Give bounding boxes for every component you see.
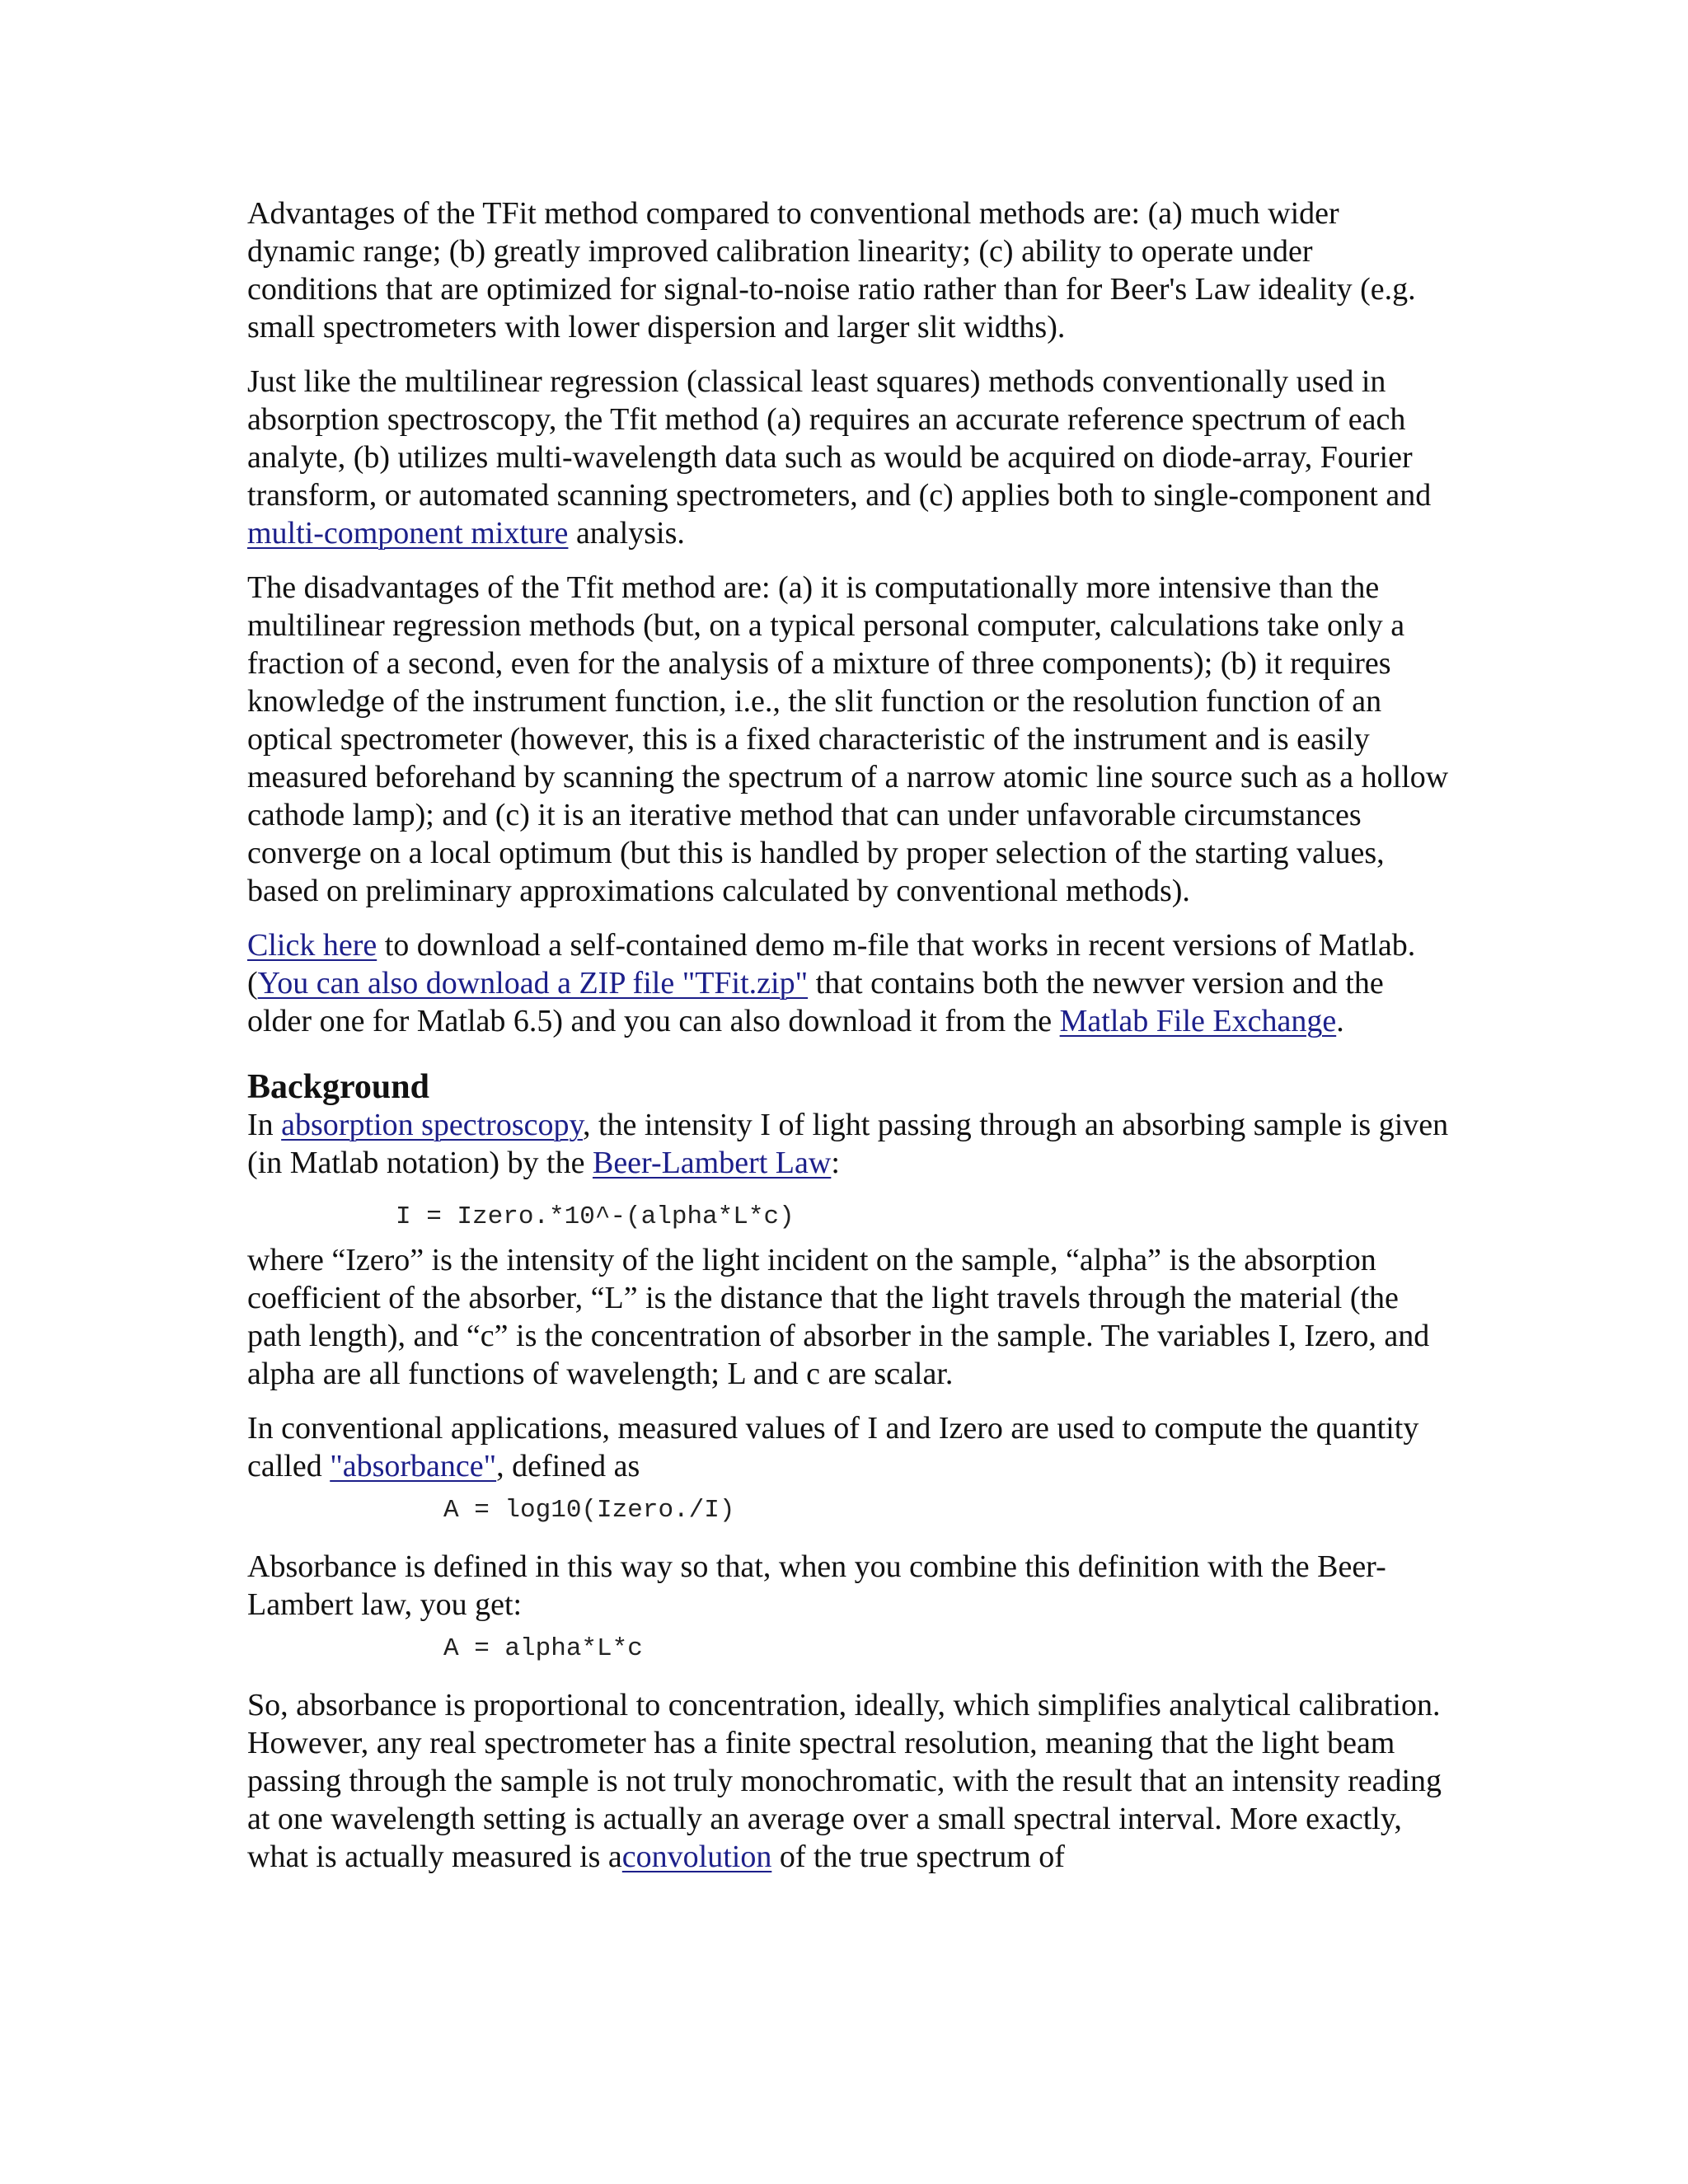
disadvantages-text: The disadvantages of the Tfit method are: (a) it is computationally more intensive than the multilinear regression methods (but, on a typical personal computer, calculations take only a fraction of a second, even for the analysis of a mixture of three components); (b) it requires knowledge of the instrument function, i.e., the slit function or the resolution function of an optical spectrometer (however, this is a fixed characteristic of the instrument and is easily measured beforehand by scanning the spectrum of a narrow atomic line source such as a hollow cathode lamp); and (c) it is an iterative method that can under unfavorable circumstances converge on a local optimum (but this is handled by proper selection of the starting values, based on preliminary approximations calculated by conventional methods).: [247, 570, 1449, 908]
click-here-link[interactable]: Click here: [247, 928, 377, 963]
variables-definition-text: where “Izero” is the intensity of the light incident on the sample, “alpha” is the absorption coefficient of the absorber, “L” is the distance that the light travels through the material (the path length), and “c” is the concentration of absorber in the sample. The variables I, Izero, and alpha are all functions of wavelength; L and c are scalar.: [247, 1243, 1430, 1391]
multi-component-mixture-link[interactable]: multi-component mixture: [247, 516, 569, 551]
absorption-spectroscopy-link[interactable]: absorption spectroscopy: [281, 1108, 583, 1142]
absorbance-equation: A = log10(Izero./I): [443, 1496, 735, 1525]
download-text-3: .: [1336, 1004, 1344, 1038]
absorbance-definition-paragraph: [247, 1548, 1451, 1624]
absorbance-intro-end: , defined as: [496, 1449, 640, 1483]
beer-lambert-equation: I = Izero.*10^-(alpha*L*c): [396, 1202, 795, 1231]
convolution-paragraph: [247, 1686, 1451, 1876]
advantages-text: Advantages of the TFit method compared to conventional methods are: (a) much wider dynamic range; (b) greatly improved calibration linearity; (c) ability to operate under conditions that are optimized for signal-to-noise ratio rather than for Beer's Law ideality (e.g. small spectrometers with lower dispersion and larger slit widths).: [247, 196, 1416, 344]
absorbance-definition-text: Absorbance is defined in this way so that, when you combine this definition with the Beer-Lambert law, you get:: [247, 1549, 1386, 1622]
absorbance-intro-paragraph: [247, 1409, 1451, 1485]
zip-download-link[interactable]: You can also download a ZIP file "TFit.zip": [257, 966, 809, 1001]
background-intro-end: :: [831, 1146, 840, 1180]
convolution-link[interactable]: convolution: [621, 1840, 772, 1874]
convolution-text: So, absorbance is proportional to concentration, ideally, which simplifies analytical calibration. However, any real spectrometer has a finite spectral resolution, meaning that the light beam passing through the sample is not truly monochromatic, with the result that an intensity reading at one wavelength setting is actually an average over a small spectral interval. More exactly, what is actually measured is a: [247, 1688, 1442, 1874]
convolution-text-end: of the true spectrum of: [771, 1840, 1065, 1874]
absorbance-intro-text: In conventional applications, measured values of I and Izero are used to compute the quantity called: [247, 1411, 1419, 1483]
document-page: [247, 194, 1451, 1892]
multilinear-paragraph: [247, 363, 1451, 552]
disadvantages-paragraph: [247, 569, 1451, 910]
matlab-file-exchange-link[interactable]: Matlab File Exchange: [1059, 1004, 1337, 1038]
absorbance-link[interactable]: "absorbance": [330, 1449, 497, 1483]
beer-lambert-law-link[interactable]: Beer-Lambert Law: [592, 1146, 832, 1180]
background-intro-middle: , the intensity I of light passing through an absorbing sample is given (in Matlab notation) by the: [247, 1108, 1449, 1180]
variables-definition-paragraph: [247, 1241, 1451, 1393]
download-text-2: that contains both the newver version and the older one for Matlab 6.5) and you can also download it from the: [247, 966, 1384, 1038]
advantages-paragraph: [247, 194, 1451, 346]
background-intro-paragraph: [247, 1106, 1451, 1182]
background-heading: Background: [247, 1068, 429, 1106]
background-intro-text: In: [247, 1108, 282, 1142]
download-paragraph: [247, 926, 1451, 1040]
absorbance-proportional-equation: A = alpha*L*c: [443, 1634, 643, 1663]
multilinear-text-end: analysis.: [568, 516, 685, 551]
download-text-1: to download a self-contained demo m-file that works in recent versions of Matlab. (: [247, 928, 1416, 1001]
multilinear-text: Just like the multilinear regression (classical least squares) methods conventionally used in absorption spectroscopy, the Tfit method (a) requires an accurate reference spectrum of each analyte, (b) utilizes multi-wavelength data such as would be acquired on diode-array, Fourier transform, or automated scanning spectrometers, and (c) applies both to single-component and: [247, 364, 1432, 513]
